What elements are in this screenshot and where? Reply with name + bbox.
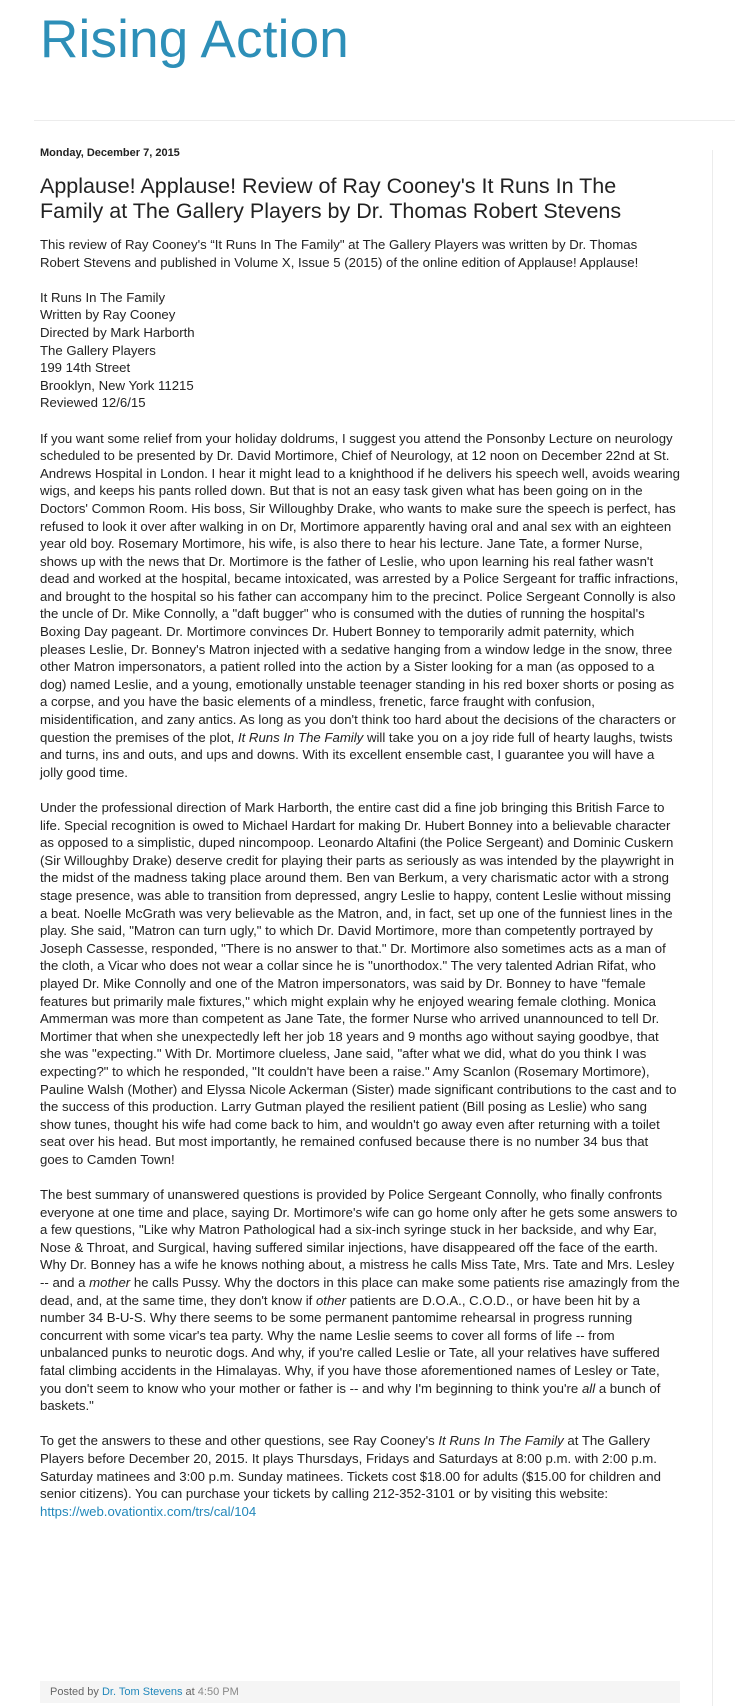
info-line: It Runs In The Family [40,289,166,305]
emphasis-other: other [315,1292,347,1308]
info-line: Written by Ray Cooney [40,307,176,323]
tickets-paragraph [40,1432,680,1520]
questions-text: The best summary of unanswered questions is provided by Police Sergeant Connolly, who finally confronts everyone at one time and place, saying Dr. Mortimore's wife can go home only after he gets some answers to a few questions, "Like why Matron Pathological had a six-inch syringe stuck in her backside, and why Ear, Nose & Throat, and Surgical, having suffered similar injections, have disappeared off the face of the earth. Why Dr. Bonney has a wife he knows nothing about, a mistress he calls Miss Tate, Mrs. Tate and Mrs. Lesley -- and a [40,1187,678,1291]
post-body [40,236,680,1520]
blog-post [40,145,680,1538]
post-title[interactable]: Applause! Applause! Review of Ray Cooney's It Runs In The Family at The Gallery Players by Dr. Thomas Robert Stevens [40,174,622,223]
play-title-italic: It Runs In The Family [237,729,364,745]
tickets-text: To get the answers to these and other questions, see Ray Cooney's [40,1433,435,1449]
header-divider [34,120,735,121]
info-line: Reviewed 12/6/15 [40,395,146,411]
cast-paragraph: Under the professional direction of Mark Harborth, the entire cast did a fine job bringing this British Farce to life. Special recognition is owed to Michael Hardart for making Dr. Hubert Bonney into a believable character as opposed to a simplistic, duped nincompoop. Leonardo Altafini (the Police Sergeant) and Dominic Cuskern (Sir Willoughby Drake) deserve credit for playing their parts as seriously as was intended by the playwright in the midst of the madness taking place around them. Ben van Berkum, a very charismatic actor with a strong stage presence, was able to transition from depressed, angry Leslie to happy, content Leslie without missing a beat. Noelle McGrath was very believable as the Matron, and, in fact, set up one of the funniest lines in the play. She said, "Matron can turn ugly," to which Dr. David Mortimore, more than competently portrayed by Joseph Cassesse, responded, "There is no answer to that." Dr. Mortimore also sometimes acts as a man of the cloth, a Vicar who does not wear a collar since he is "unorthodox." The very talented Adrian Rifat, who played Dr. Mike Connolly and one of the Matron impersonators, was said by Dr. Bonney to have "female features but primarily male fixtures," which might explain why he enjoyed wearing female clothing. Monica Ammerman was more than competent as Jane Tate, the former Nurse who arrived unannounced to tell Dr. Mortimer that when she unexpectedly left her job 18 years and 9 months ago without saying goodbye, that she was "expecting." With Dr. Mortimore clueless, Jane said, "after what we did, what do you think I was expecting?" to which he responded, "It couldn't have been a raise." Amy Scanlon (Rosemary Mortimore), Pauline Walsh (Mother) and Elyssa Nicole Ackerman (Sister) made significant contributions to the cast and to the success of this production. Larry Gutman played the resilient patient (Bill posing as Leslie) who sang show tunes, thought his wife had come back to him, and wouldn't go away even after returning with a toilet seat over his head. But most importantly, he remained confused because there is no number 34 bus that goes to Camden Town! [40,800,677,1167]
emphasis-all: all [581,1380,596,1396]
info-line: Brooklyn, New York 11215 [40,377,194,393]
intro-paragraph: This review of Ray Cooney's “It Runs In The Family" at The Gallery Players was written by Dr. Thomas Robert Stevens and published in Volume X, Issue 5 (2015) of the online edition of Applause! Applause! [40,237,639,270]
questions-text-end: a bunch of baskets." [40,1380,661,1414]
synopsis-paragraph [40,430,680,782]
blog-title[interactable]: Rising Action [40,10,349,69]
post-footer [40,1681,680,1703]
tickets-text: at The Gallery Players before December 20, 2015. It plays Thursdays, Fridays and Saturdays at 8:00 p.m. with 2:00 p.m. Saturday matinees and 3:00 p.m. Sunday matinees. Tickets cost $18.00 for adults ($15.00 for children and senior citizens). You can purchase your tickets by calling 212-352-3101 or by visiting this website: [40,1433,661,1502]
info-line: 199 14th Street [40,360,131,376]
posted-by-label: Posted by [50,1686,99,1698]
info-line: Directed by Mark Harborth [40,324,195,340]
production-info [40,289,680,412]
at-label: at [185,1686,195,1698]
sidebar-divider [712,150,713,1706]
synopsis-text: If you want some relief from your holiday doldrums, I suggest you attend the Ponsonby Lecture on neurology scheduled to be presented by Dr. David Mortimore, Chief of Neurology, at 12 noon on December 22nd at St. Andrews Hospital in London. I hear it might lead to a knighthood if he delivers his speech well, avoids wearing wigs, and keeps his pants rolled down. But that is not an easy task given what has been going on in the Doctors' Common Room. His boss, Sir Willoughby Drake, who wants to make sure the speech is perfect, has refused to look it over after walking in on Dr, Mortimore apparently having oral and anal sex with an eighteen year old boy. Rosemary Mortimore, his wife, is also there to hear his lecture. Jane Tate, a former Nurse, shows up with the news that Dr. Mortimore is the father of Leslie, who upon learning his real father wasn't dead and worked at the hospital, became intoxicated, was arrested by a Police Sergeant for traffic infractions, and brought to the hospital so his father can accompany him to the precinct. Police Sergeant Connolly is also the uncle of Dr. Mike Connolly, a "daft bugger" who is consumed with the duties of running the hospital's Boxing Day pageant. Dr. Mortimore convinces Dr. Hubert Bonney to temporarily admit paternity, which pleases Leslie, Dr. Bonney's Matron injected with a sedative hanging from a window ledge in the snow, three other Matron impersonators, a patient rolled into the action by a Sister looking for a man (as opposed to a dog) named Leslie, and a young, emotionally unstable teenager standing in his red boxer shorts or posing as a corpse, and you have the basic elements of a mindless, frenetic, farce fraught with confusion, misidentification, and zany antics. As long as you don't think too hard about the decisions of the characters or question the premises of the plot, [40,430,680,745]
questions-paragraph [40,1186,680,1415]
emphasis-mother: mother [89,1275,131,1291]
timestamp-link[interactable]: 4:50 PM [197,1686,239,1698]
synopsis-text-end: will take you on a joy ride full of hearty laughs, twists and turns, ins and outs, and ups and downs. With its excellent ensemble cast, I guarantee you will have a jolly good time. [40,729,673,780]
author-link[interactable]: Dr. Tom Stevens [101,1686,183,1698]
tickets-link[interactable]: https://web.ovationtix.com/trs/cal/104 [40,1503,257,1519]
play-title-italic: It Runs In The Family [438,1433,564,1449]
questions-text: patients are D.O.A., C.O.D., or have been hit by a number 34 B-U-S. Why there seems to be some permanent pantomime rehearsal in progress running concurrent with some vicar's tea party. Why the name Leslie seems to cover all forms of life -- from unbalanced punks to neurotic dogs. And why, if you're called Leslie or Tate, all your relatives have suffered fatal climbing accidents in the Himalayas. Why, if you have those aforementioned names of Lesley or Tate, you don't seem to know who your mother or father is -- and why I'm beginning to think you're [40,1292,660,1396]
post-date: Monday, December 7, 2015 [40,147,180,159]
questions-text: he calls Pussy. Why the doctors in this place can make some patients rise amazingly from the dead, and, at the same time, they don't know if [40,1275,680,1308]
info-line: The Gallery Players [40,342,156,358]
